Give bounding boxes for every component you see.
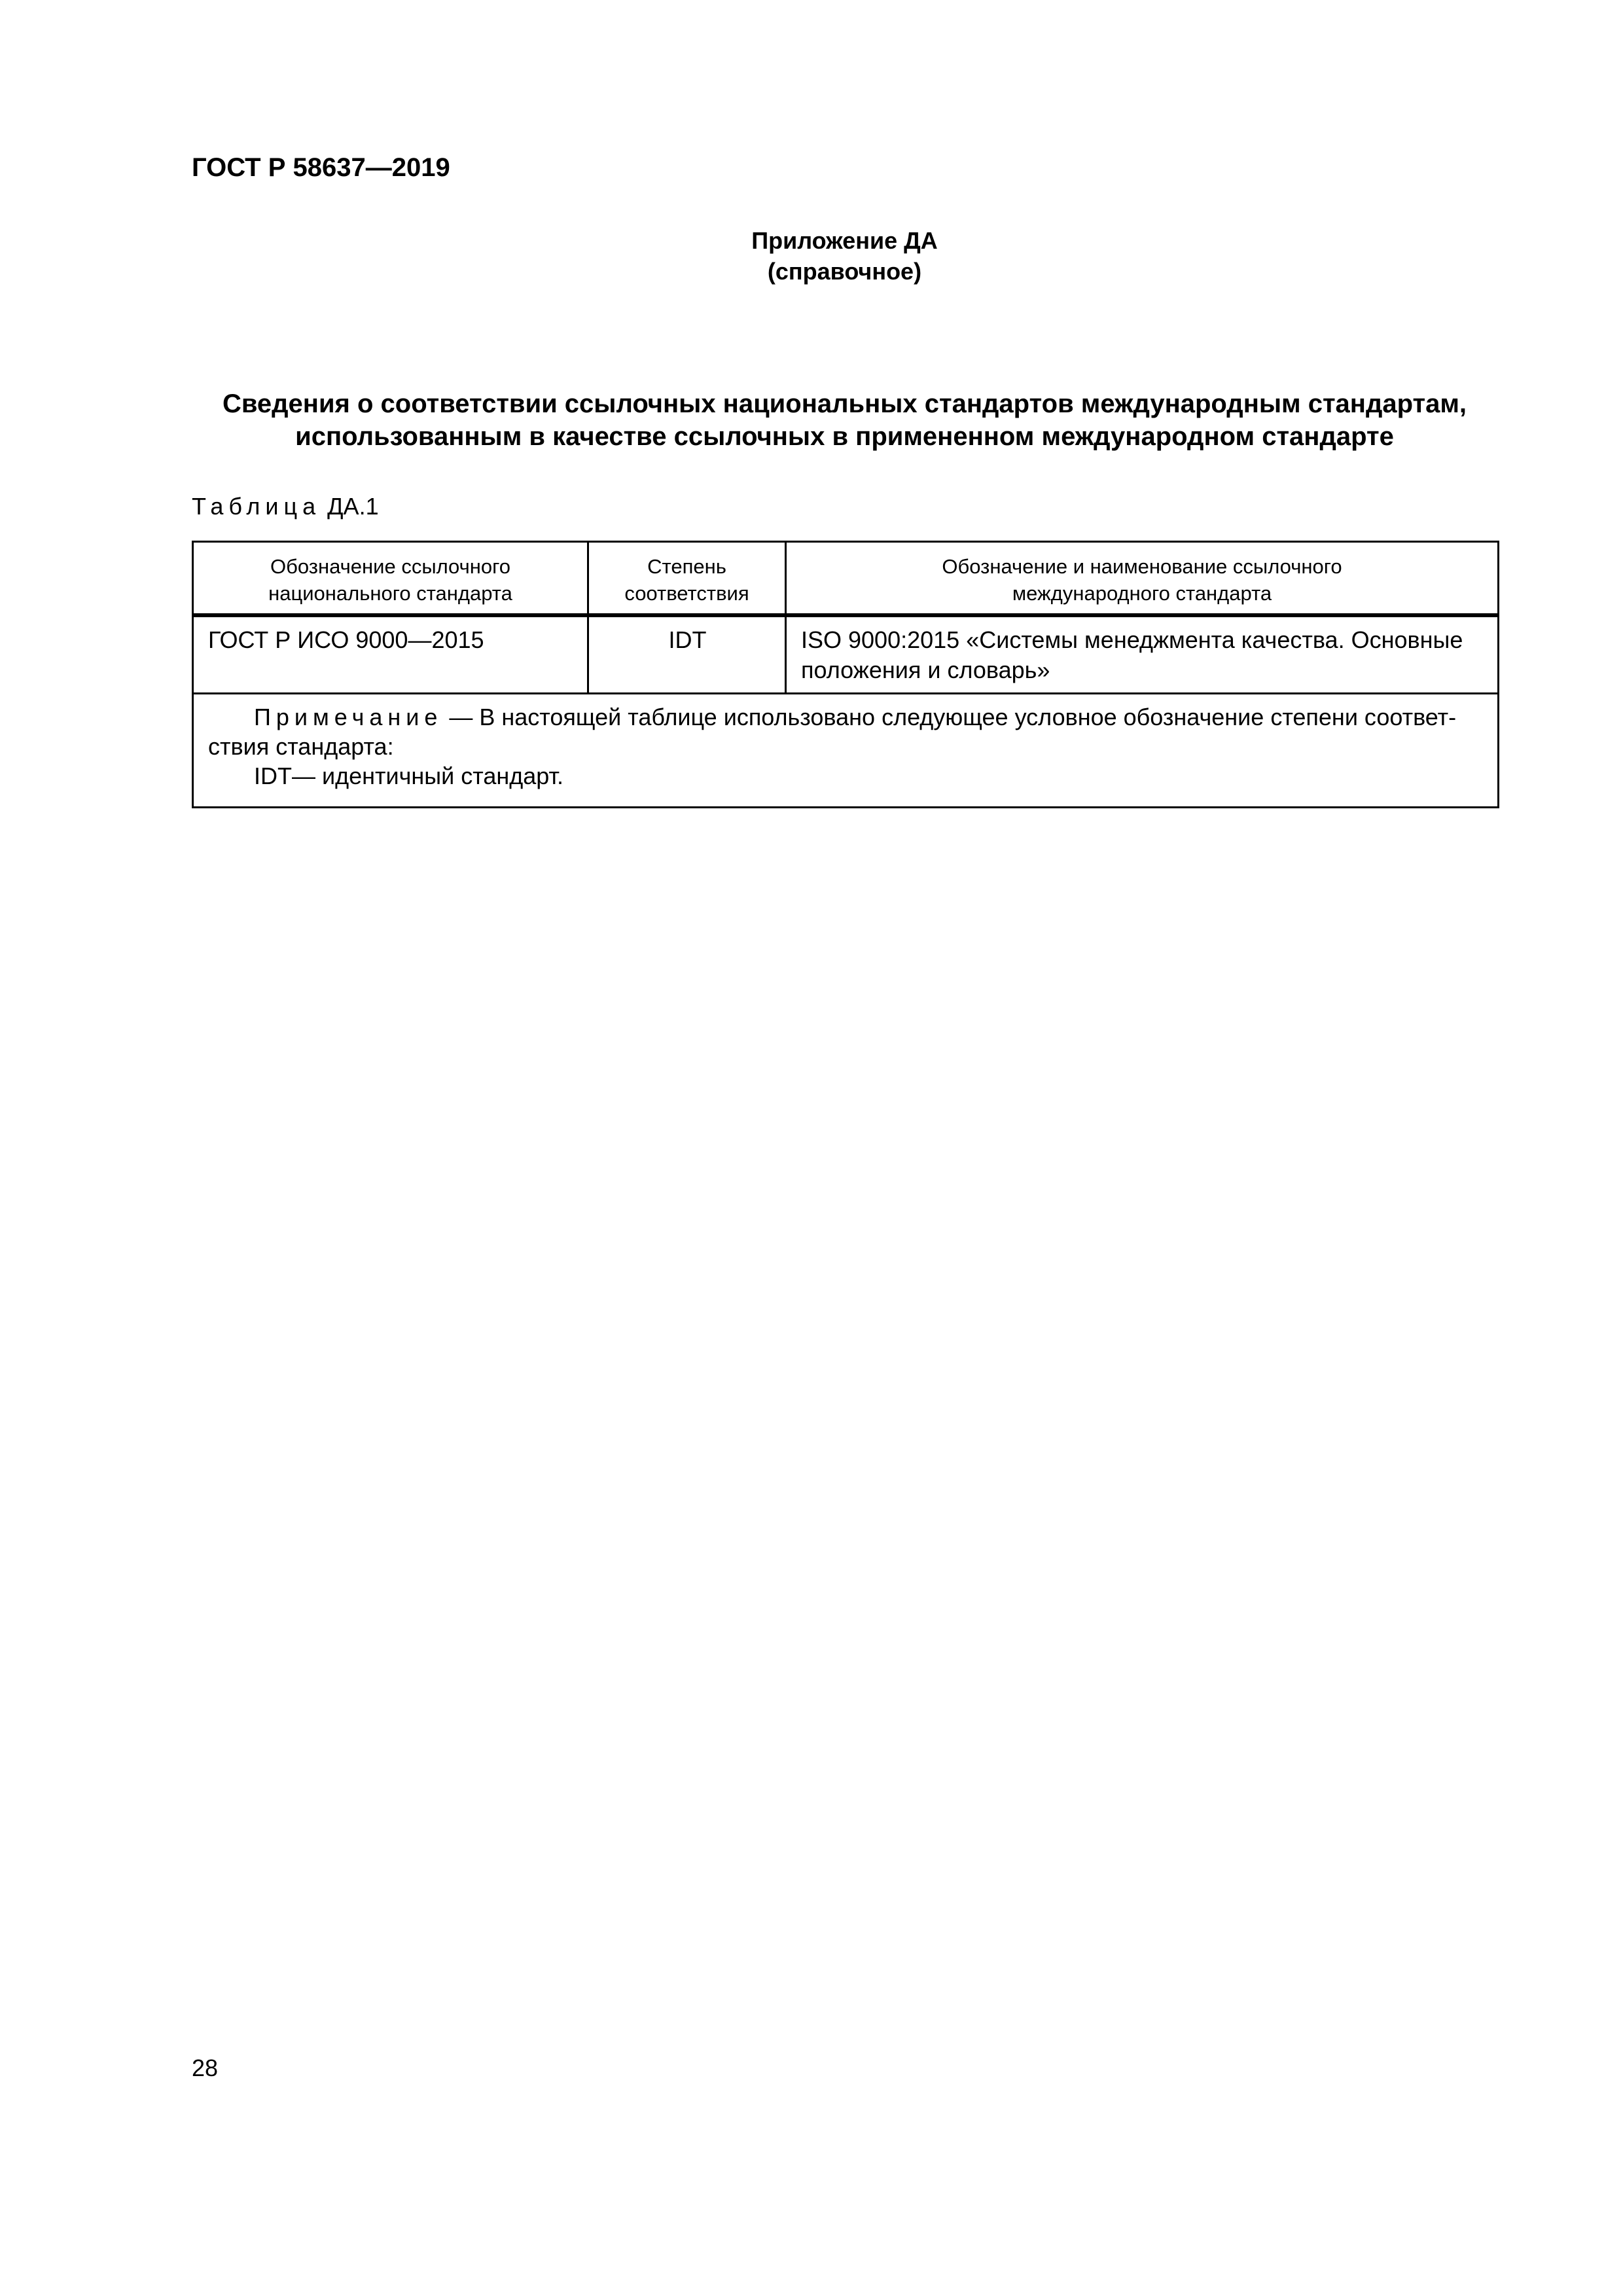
cell-degree-of-conformity: IDT bbox=[588, 615, 786, 694]
section-title-line1: Сведения о соответствии ссылочных национальных стандартов международным стандартам, bbox=[222, 389, 1467, 418]
reference-standards-table bbox=[192, 541, 1499, 808]
section-title-line2: использованным в качестве ссылочных в примененном международном стандарте bbox=[295, 422, 1394, 451]
note-label: Примечание bbox=[254, 704, 443, 730]
table-note bbox=[193, 694, 1499, 808]
table-caption-number: ДА.1 bbox=[327, 493, 379, 520]
table-row bbox=[193, 615, 1499, 694]
annex-heading bbox=[192, 225, 1497, 287]
header-degree-of-conformity: Степень соответствия bbox=[588, 542, 786, 615]
document-code: ГОСТ Р 58637—2019 bbox=[192, 153, 450, 182]
note-text-part3: IDT— идентичный стандарт. bbox=[254, 762, 563, 789]
table-header-row bbox=[193, 542, 1499, 615]
cell-international-standard: ISO 9000:2015 «Системы менеджмента качества. Основные положения и словарь» bbox=[786, 615, 1499, 694]
header-national-standard: Обозначение ссылочного национального стандарта bbox=[193, 542, 588, 615]
table-caption bbox=[192, 492, 379, 521]
header-international-standard: Обозначение и наименование ссылочного международного стандарта bbox=[786, 542, 1499, 615]
note-line1 bbox=[208, 702, 1483, 732]
table-caption-label: Таблица bbox=[192, 493, 321, 520]
table-note-row bbox=[193, 694, 1499, 808]
annex-status: (справочное) bbox=[767, 258, 922, 285]
annex-title: Приложение ДА bbox=[751, 227, 938, 254]
section-title bbox=[192, 387, 1497, 453]
page-number: 28 bbox=[192, 2054, 219, 2081]
note-text-part2: ствия стандарта: bbox=[208, 733, 394, 760]
cell-national-standard: ГОСТ Р ИСО 9000—2015 bbox=[193, 615, 588, 694]
note-text-part1: — В настоящей таблице использовано следующее условное обозначение степени соответ- bbox=[442, 704, 1457, 730]
